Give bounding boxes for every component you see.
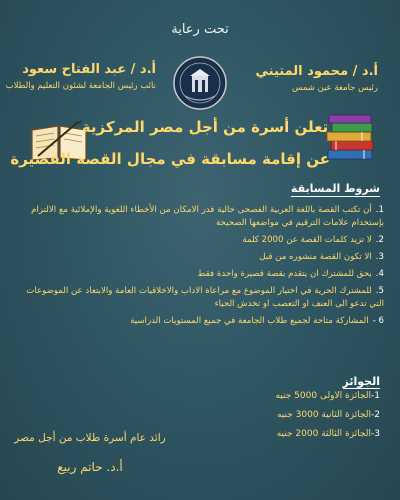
prize-item (180, 428, 380, 441)
condition-item (18, 251, 384, 264)
right-person-name: أ.د / محمود المتيني (255, 64, 378, 79)
condition-item (18, 204, 384, 230)
prizes-list (180, 390, 380, 447)
conditions-list (18, 204, 384, 332)
condition-item (18, 315, 384, 328)
leader-name: أ.د. حاتم ربيع (57, 460, 123, 474)
condition-text: للمشترك الحرية في اختيار الموضوع مع مراعاة الاداب والاخلاقيات العامة والابتعاد عن الموضوعات التي تدعو الى العنف او التعصب او تخدش الحياء (26, 286, 384, 309)
prize-text: الجائزة الثالثة 2000 جنيه (276, 429, 372, 439)
leader-title: رائد عام أسرة طلاب من أجل مصر (14, 432, 166, 444)
right-person-title: رئيس جامعة عين شمس (291, 83, 378, 93)
conditions-title: شروط المسابقة (290, 182, 380, 195)
prize-number: 3- (371, 429, 380, 439)
left-person-title: نائب رئيس الجامعة لشئون التعليم والطلاب (5, 81, 156, 91)
condition-text: يحق للمشترك ان يتقدم بقصة قصيرة واحدة فقط (197, 269, 372, 279)
condition-item (18, 234, 384, 247)
left-person (6, 62, 156, 91)
prizes-title: الجوائز (342, 375, 380, 388)
condition-item (18, 285, 384, 311)
prize-item (180, 409, 380, 422)
condition-number: 6 - (372, 316, 384, 326)
condition-text: الا تكون القصة منشوره من قبل (259, 252, 372, 262)
condition-number: 4. (375, 269, 384, 279)
prize-number: 2- (371, 410, 380, 420)
condition-item (18, 268, 384, 281)
condition-number: 5. (375, 286, 384, 296)
right-person (255, 64, 378, 93)
prize-number: 1- (371, 391, 380, 401)
condition-text: لا تزيد كلمات القصة عن 2000 كلمة (242, 235, 372, 245)
university-logo-icon (173, 56, 227, 110)
left-person-name: أ.د / عبد الفتاح سعود (22, 62, 156, 77)
headline-line-1: تعلن أسرة من أجل مصر المركزية (81, 118, 329, 136)
headline-line-2: عن إقامة مسابقة في مجال القصة القصيرة (10, 150, 330, 168)
prize-item (180, 390, 380, 403)
condition-text: أن تكتب القصة باللغة العربية الفصحى خالية قدر الامكان من الأخطاء اللغوية والإملائية مع الالتزام بإستخدام علامات الترقيم في مواضعها الصحيحة (31, 205, 384, 228)
condition-text: المشاركة متاحة لجميع طلاب الجامعة في جميع المستويات الدراسية (130, 316, 369, 326)
prize-text: الجائزة الاولى 5000 جنيه (275, 391, 372, 401)
sponsor-heading: تحت رعاية (171, 22, 229, 37)
condition-number: 3. (375, 252, 384, 262)
prize-text: الجائزة الثانية 3000 جنيه (276, 410, 372, 420)
condition-number: 2. (375, 235, 384, 245)
condition-number: 1. (375, 205, 384, 215)
